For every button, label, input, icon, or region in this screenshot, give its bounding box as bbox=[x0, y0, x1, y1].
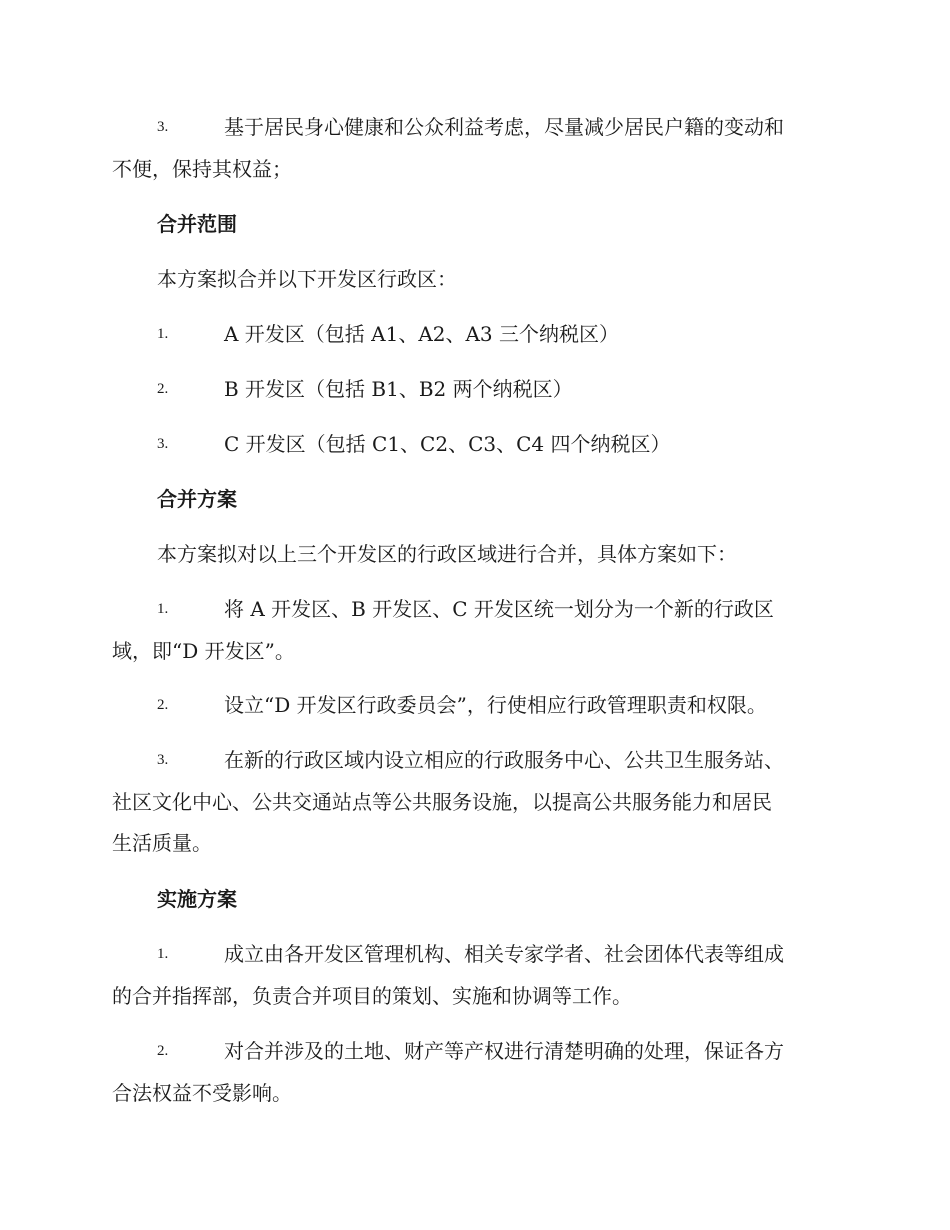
list-number: 3. bbox=[157, 752, 169, 768]
section-heading-plan: 合并方案 bbox=[157, 487, 237, 511]
list-item-text: 设立“D 开发区行政委员会”，行使相应行政管理职责和权限。 bbox=[224, 693, 767, 717]
section-heading-implementation: 实施方案 bbox=[157, 887, 237, 911]
list-item-text: C 开发区（包括 C1、C2、C3、C4 四个纳税区） bbox=[224, 432, 671, 456]
list-item-text: 对合并涉及的土地、财产等产权进行清楚明确的处理，保证各方 bbox=[224, 1039, 784, 1063]
plan-intro: 本方案拟对以上三个开发区的行政区域进行合并，具体方案如下： bbox=[157, 542, 737, 566]
list-number: 1. bbox=[157, 946, 169, 962]
list-item-continuation: 域，即“D 开发区”。 bbox=[112, 639, 295, 663]
list-number: 1. bbox=[157, 601, 169, 617]
section-heading-scope: 合并范围 bbox=[157, 212, 237, 236]
list-item-text: 将 A 开发区、B 开发区、C 开发区统一划分为一个新的行政区 bbox=[224, 597, 774, 621]
list-item-continuation: 的合并指挥部，负责合并项目的策划、实施和协调等工作。 bbox=[112, 984, 632, 1008]
list-number: 3. bbox=[157, 119, 169, 135]
list-item-continuation: 社区文化中心、公共交通站点等公共服务设施，以提高公共服务能力和居民 bbox=[112, 790, 772, 814]
list-number: 3. bbox=[157, 436, 169, 452]
list-item-text: 成立由各开发区管理机构、相关专家学者、社会团体代表等组成 bbox=[224, 942, 784, 966]
list-number: 2. bbox=[157, 381, 169, 397]
list-item-continuation: 生活质量。 bbox=[112, 831, 212, 855]
list-number: 2. bbox=[157, 697, 169, 713]
list-item-continuation: 合法权益不受影响。 bbox=[112, 1081, 292, 1105]
scope-intro: 本方案拟合并以下开发区行政区： bbox=[157, 267, 457, 291]
list-number: 2. bbox=[157, 1043, 169, 1059]
list-number: 1. bbox=[157, 326, 169, 342]
list-item-continuation: 不便，保持其权益； bbox=[112, 157, 292, 181]
list-item-text: 在新的行政区域内设立相应的行政服务中心、公共卫生服务站、 bbox=[224, 748, 784, 772]
list-item-text: 基于居民身心健康和公众利益考虑，尽量减少居民户籍的变动和 bbox=[224, 115, 784, 139]
list-item-text: B 开发区（包括 B1、B2 两个纳税区） bbox=[224, 377, 573, 401]
list-item-text: A 开发区（包括 A1、A2、A3 三个纳税区） bbox=[224, 322, 620, 346]
